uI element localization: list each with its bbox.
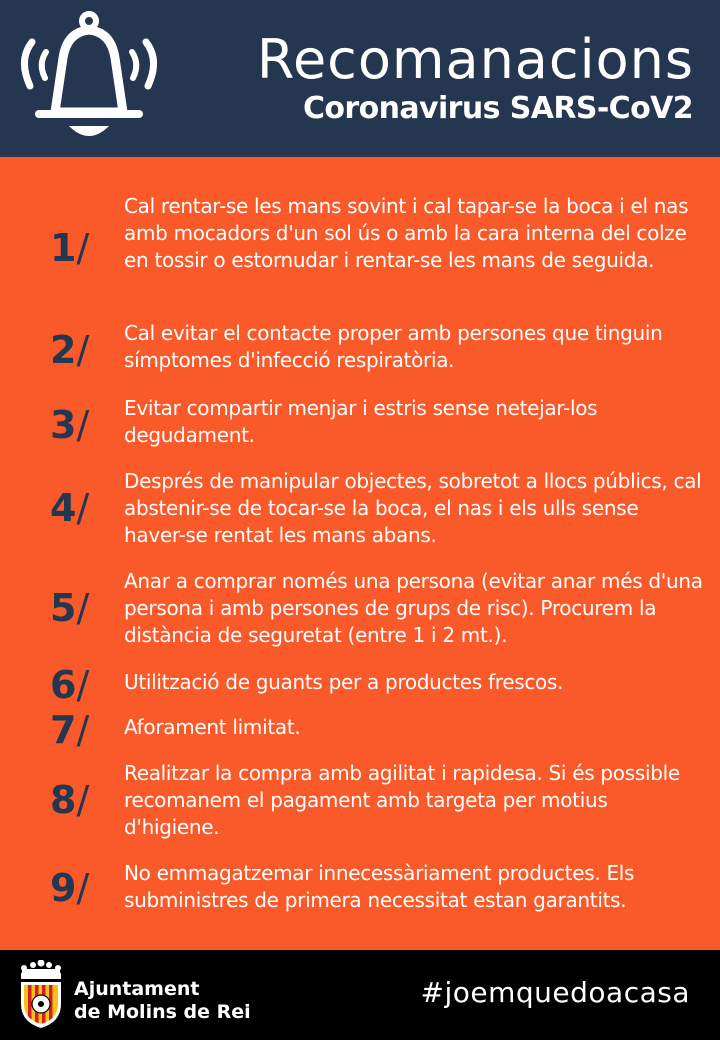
item-number: 6/ — [50, 663, 90, 707]
item-text: Cal rentar-se les mans sovint i cal tapar-se la boca i el nas amb mocadors d'un sol ús o amb la cara interna del colze en tossir o estornudar i rentar-se les mans de seguida. — [124, 194, 689, 272]
org-name — [74, 978, 251, 1024]
item-number: 7/ — [50, 708, 90, 752]
recommendations-list — [0, 157, 720, 950]
bell-icon — [16, 8, 162, 146]
org-name-line2: de Molins de Rei — [74, 1001, 251, 1023]
item-text: Després de manipular objectes, sobretot a llocs públics, cal abstenir-se de tocar-se la boca, el nas i els ulls sense haver-se rentat les mans abans. — [124, 469, 702, 547]
municipal-crest-icon — [18, 960, 64, 1030]
item-number: 8/ — [50, 778, 90, 822]
item-number: 5/ — [50, 586, 90, 630]
item-number: 9/ — [50, 866, 90, 910]
page-subtitle: Coronavirus SARS-CoV2 — [302, 91, 693, 126]
footer — [0, 950, 720, 1040]
item-text: Anar a comprar només una persona (evitar anar més d'una persona i amb persones de grups de risc). Procurem la distància de seguretat (entre 1 i 2 mt.). — [124, 569, 703, 647]
item-text: No emmagatzemar innecessàriament productes. Els subministres de primera necessitat estan garantits. — [124, 861, 635, 912]
item-text: Utilització de guants per a productes frescos. — [124, 670, 564, 694]
item-text: Realitzar la compra amb agilitat i rapidesa. Si és possible recomanem el pagament amb targeta per motius d'higiene. — [124, 761, 680, 839]
item-number: 1/ — [50, 226, 90, 270]
page-title: Recomanacions — [256, 28, 694, 91]
org-name-line1: Ajuntament — [74, 978, 200, 1000]
item-number: 2/ — [50, 328, 90, 372]
item-text: Aforament limitat. — [124, 715, 301, 739]
item-text: Cal evitar el contacte proper amb persones que tinguin símptomes d'infecció respiratòria. — [124, 321, 663, 372]
header — [0, 0, 720, 157]
item-number: 3/ — [50, 403, 90, 447]
item-number: 4/ — [50, 486, 90, 530]
item-text: Evitar compartir menjar i estris sense netejar-los degudament. — [124, 396, 598, 447]
hashtag: #joemquedoacasa — [420, 976, 690, 1009]
